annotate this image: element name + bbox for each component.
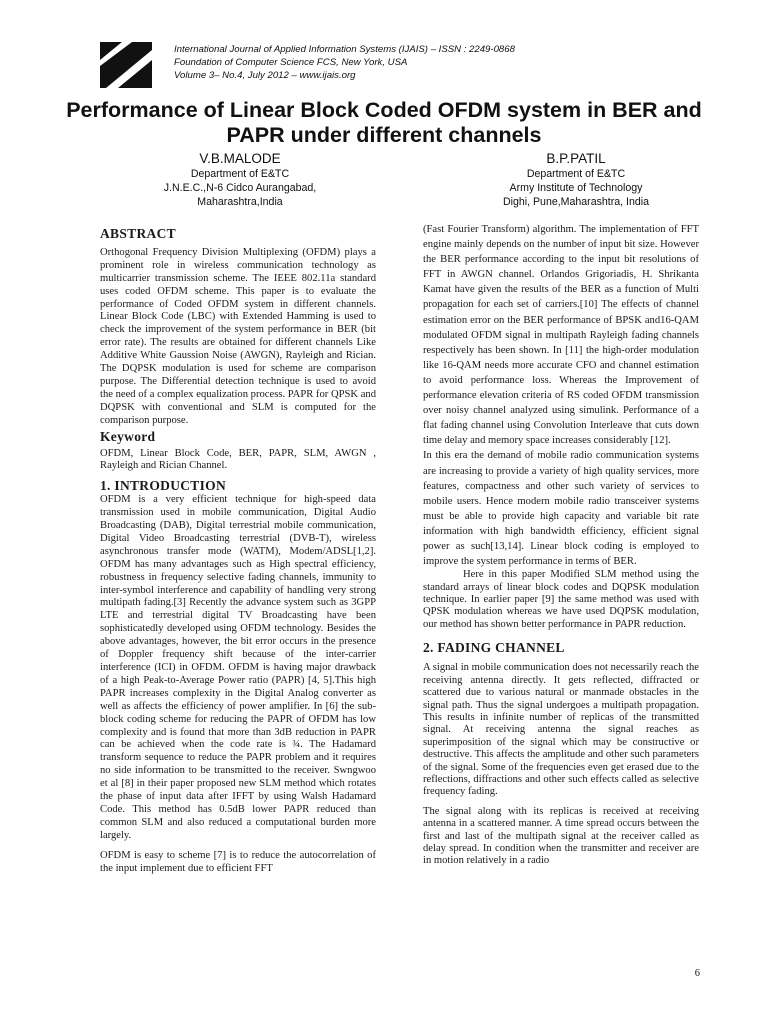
journal-line-2: Foundation of Computer Science FCS, New York, USA — [174, 57, 408, 68]
abstract-text: Orthogonal Frequency Division Multiplexing (OFDM) plays a prominent role in wireless communication technology as multicarrier transmission scheme. The IEEE 802.11a standard uses coded OFDM scheme. This paper is to evaluate the performance of Coded OFDM system in different channels. Linear Block Code (LBC) with Extended Hamming is used to check the improvement of the system performance in BER (bit error rate). The results are obtained for different channels Like Additive White Gaussion Noise (AWGN), Rayleigh and Rician. The DQPSK modulation is used for scheme are comparison purpose. The Differential detection technique is used to avoid the need of a complex equalization process. PAPR for QPSK and DQPSK with conventional and SLM is computed for the comparison purpose. — [100, 246, 376, 426]
introduction-paragraph: OFDM is easy to scheme [7] is to reduce the autocorrelation of the input implement due to efficient FFT — [100, 849, 376, 874]
body-paragraph: A signal in mobile communication does not necessarily reach the receiving antenna directly. It gets reflected, diffracted or scattered due to various natural or manmade obstacles in the signal path. Thus the signal undergoes a multipath propagation. This results in infinite number of replicas of the transmitted signal. At receiving antenna the signal reaches as superimposition of the signal which may be constructive or destructive. This affects the amplitude and other such parameters of the signal. Some of the frequencies even get erased due to the reflections, diffractions and other such effects called as selective frequency fading. — [423, 662, 699, 798]
author-department: Department of E&TC — [526, 168, 626, 180]
author-department: Department of E&TC — [190, 168, 290, 180]
left-column — [100, 226, 376, 876]
right-column — [423, 222, 699, 868]
author-institution: J.N.E.C.,N-6 Cidco Aurangabad, — [163, 182, 317, 194]
journal-header — [174, 43, 654, 82]
abstract-heading: ABSTRACT — [100, 226, 176, 241]
author-location: Maharashtra,India — [197, 196, 283, 208]
body-paragraph: The signal along with its replicas is received at receiving antenna in a scattered manner. A time spread occurs between the first and last of the multipath signal at the receiver called as delay spread. In condition when the transmitter and receiver are in motion relatively in a radio — [423, 805, 699, 867]
author-name: B.P.PATIL — [546, 151, 606, 166]
author-name: V.B.MALODE — [199, 151, 281, 166]
body-paragraph: Here in this paper Modified SLM method using the standard arrays of linear block codes and DQPSK modulation technique. In earlier paper [9] the same method was used with QPSK modulation whereas we have used DQPSK modulation, our method has shown better performance in PAPR reduction. — [423, 569, 699, 630]
keyword-heading: Keyword — [100, 428, 156, 444]
paper-title: Performance of Linear Block Coded OFDM system in BER and PAPR under different channels — [66, 98, 702, 147]
journal-line-1: International Journal of Applied Information Systems (IJAIS) – ISSN : 2249-0868 — [174, 44, 515, 55]
author-block-2 — [446, 150, 706, 209]
journal-logo-icon — [98, 40, 154, 90]
introduction-paragraph: OFDM is a very efficient technique for high-speed data transmission used in mobile communication, Digital Audio Broadcasting (DAB), Digital terrestrial mobile communication, Digital Video Broadcasting terrestrial (DVB-T), wireless asynchronous transfer mode (WATM), Modem/ADSL[1,2]. OFDM has many advantages such as High spectral efficiency, robustness in frequency selective fading channels, immunity to inter-symbol interference and capability of handling very strong multipath fading.[3] Recently the advance system such as 3GPP LTE and terrestrial digital TV Broadcasting have been sophisticatedly developed using OFDM technology. Besides the above advantages, however, the bit error occurs in the presence of Doppler frequency shift because of the inter-carrier interference (ICI) in OFDM. OFDM is having major drawback of a high Peak-to-Average Power ratio (PAPR) [4, 5].This high PAPR increases complexity in the Digital Analog converter as well as affects the efficiency of power amplifier. In [6] the sub-block coding scheme for reducing the PAPR of OFDM has low complexity and is found that more than 3dB reduction in PAPR can be achieved when the code rate is ¾. The Hadamard transform sequence to reduce the PAPR problem and it requires no side information to be transmitted to the receiver. Swngwoo et al [8] in their paper proposed new SLM method which rotates the phase of input data after IFFT by using Walsh Hadamard Code. This method has 0.5dB lower PAPR reduced than common SLM and also reduced a computational burden more largely. — [100, 494, 376, 841]
author-location: Dighi, Pune,Maharashtra, India — [502, 196, 650, 208]
journal-line-3: Volume 3– No.4, July 2012 – www.ijais.org — [174, 70, 356, 81]
page-number: 6 — [694, 968, 700, 979]
body-paragraph: (Fast Fourier Transform) algorithm. The implementation of FFT engine mainly depends on the number of input bit size. However the BER performance according to the input bit resolutions of FFT in AWGN channel. Orlandos Grigoriadis, H. Shrikanta Kamat have given the results of the BER as a function of Multi propagation for each set of carriers.[10] The effects of channel estimation error on the BER performance of BPSK and16-QAM modulated OFDM signal in multipath Rayleigh fading channels respectively has been shown. In [11] the high-order modulation like 16-QAM needs more accurate CFO and channel estimation to avoid performance loss. Whereas the Improvement of performance elevation criteria of RS coded OFDM transmission over noisy channel analyzed using simulink. Performance of a flat fading channel using Convolution Interleave that cuts down time delay and memory space increases considerably [12]. — [423, 224, 699, 447]
body-paragraph: In this era the demand of mobile radio communication systems are increasing to provide a variety of high quality services, more features, compactness and other such variety of services to mobile users. Hence modern mobile radio transceiver systems must be able to provide high capacity and variable bit rate information with high bandwidth efficiency, efficient signal power as such[13,14]. Linear block coding is employed to improve the system performance in terms of BER. — [423, 450, 699, 568]
author-block-1 — [110, 150, 370, 209]
author-institution: Army Institute of Technology — [509, 182, 643, 194]
fading-channel-heading: 2. FADING CHANNEL — [423, 640, 565, 656]
introduction-heading: 1. INTRODUCTION — [100, 478, 227, 494]
keyword-text: OFDM, Linear Block Code, BER, PAPR, SLM, AWGN , Rayleigh and Rician Channel. — [100, 447, 376, 472]
